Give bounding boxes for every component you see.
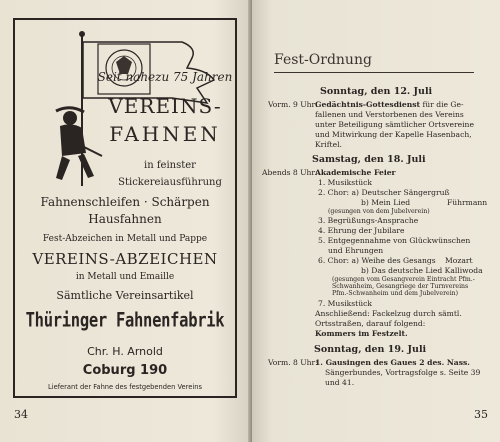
item-6c-note: (gesungen vom Gesangverein Eintracht Pfm.- (332, 276, 475, 283)
footer-lieferant: Lieferant der Fahne des festgebenden Vereins (48, 383, 202, 391)
line-fahnenschleifen: Fahnenschleifen · Schärpen (40, 195, 210, 209)
item-4: 4. Ehrung der Jubilare (318, 226, 405, 235)
item-2b: b) Mein Lied (361, 198, 411, 207)
text-gefallenen: fallenen und Verstorbenen des Vereins (315, 110, 464, 119)
text-anschliessend: Anschließend: Fackelzug durch sämtl. (315, 309, 462, 318)
heading-sonntag-12: Sonntag, den 12. Juli (320, 86, 433, 97)
text-mitwirkung: und Mitwirkung der Kapelle Hasenbach, (315, 130, 472, 139)
item-6b: b) Das deutsche Lied Kalliwoda (361, 266, 483, 275)
right-page (252, 0, 500, 442)
text-fuer-die: für die Ge- (422, 100, 464, 109)
headline-fahnen: FAHNEN (109, 122, 221, 146)
item-2c-note: (gesungen von dem Jubelverein) (328, 208, 430, 215)
item-6a-author: Mozart (445, 256, 473, 265)
title-rule (274, 72, 474, 73)
item-saengerbundes: Sängerbundes, Vortragsfolge s. Seite 39 (325, 368, 481, 377)
item-6a: 6. Chor: a) Weihe des Gesangs (318, 256, 436, 265)
time-vorm-9: Vorm. 9 Uhr: (268, 100, 318, 109)
item-1: 1. Musikstück (318, 178, 372, 187)
event-akademische-feier: Akademische Feier (315, 168, 396, 177)
item-und-41: und 41. (325, 378, 355, 387)
time-abends-8: Abends 8 Uhr: (262, 168, 318, 177)
headline-vereins-abzeichen: VEREINS-ABZEICHEN (32, 250, 218, 268)
page-title: Fest-Ordnung (274, 52, 372, 68)
headline-vereins: VEREINS- (108, 94, 222, 118)
item-3: 3. Begrüßungs-Ansprache (318, 216, 419, 225)
sub-stickerei: Stickereiausführung (118, 177, 222, 188)
text-ortsstrassen: Ortsstraßen, darauf folgend: (315, 319, 426, 328)
line-festabzeichen: Fest-Abzeichen in Metall und Pappe (42, 234, 208, 244)
heading-sonntag-19: Sonntag, den 19. Juli (314, 344, 427, 355)
item-7: 7. Musikstück (318, 299, 372, 308)
company-name: Thüringer Fahnenfabrik (25, 308, 225, 332)
line-metall-emaille: in Metall und Emaille (75, 272, 175, 282)
heading-samstag-18: Samstag, den 18. Juli (312, 154, 426, 165)
tagline: Seit nahezu 75 Jahren (97, 70, 233, 84)
item-6d-note: Schwanheim, Gesangriege der Turnvereins (332, 283, 469, 290)
item-2b-author: Führmann (447, 198, 488, 207)
page-number-right: 35 (474, 408, 488, 421)
item-2a: 2. Chor: a) Deutscher Sängergruß (318, 188, 450, 197)
time-vorm-8: Vorm. 8 Uhr: (268, 358, 318, 367)
event-gottesdienst: Gedächtnis-Gottesdienst (315, 100, 421, 109)
text-kommers: Kommers im Festzelt. (315, 329, 408, 338)
item-5a: 5. Entgegennahme von Glückwünschen (318, 236, 471, 245)
page-number-left: 34 (14, 408, 28, 421)
item-gausingen: 1. Gausingen des Gaues 2 des. Nass. (315, 358, 470, 367)
line-saemtliche: Sämtliche Vereinsartikel (56, 289, 194, 302)
line-hausfahnen: Hausfahnen (88, 212, 162, 226)
sub-in-feinster: in feinster (144, 160, 196, 171)
item-6e-note: Pfm.-Schwanheim und dem Jubelverein) (332, 290, 459, 297)
item-5b: und Ehrungen (328, 246, 384, 255)
text-kriftel: Kriftel. (315, 140, 342, 149)
text-beteiligung: unter Beteiligung sämtlicher Ortsvereine (315, 120, 474, 129)
owner-name: Chr. H. Arnold (87, 345, 163, 358)
city: Coburg 190 (82, 363, 168, 378)
